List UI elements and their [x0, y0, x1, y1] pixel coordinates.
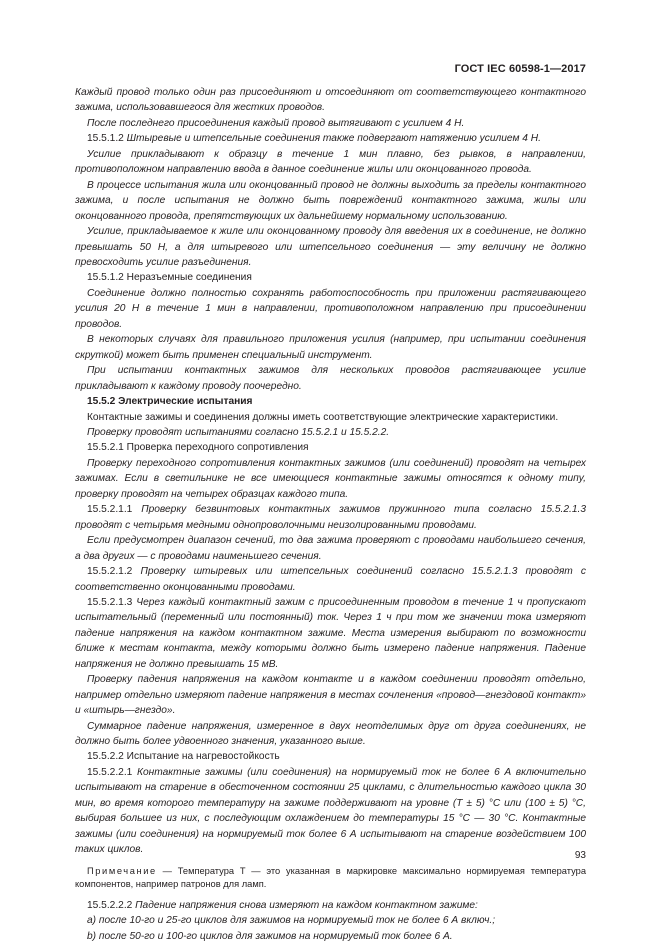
clause-heading: 15.5.2.1 Проверка переходного сопротивления — [87, 442, 309, 454]
paragraph: Проверку падения напряжения на каждом контакте и в каждом соединении проводят отдельно, например отдельно измеряют падение напряжения в местах сочленения «провод—гнездовой контакт» и «штырь—гнездо». — [75, 674, 586, 717]
page-body — [75, 85, 586, 944]
note — [75, 865, 586, 892]
clause-text: Контактные зажимы (или соединения) на нормируемый ток не более 6 А включительно испытывают на старение в обесточенном состоянии 25 циклами, с длительностью каждого цикла 30 мин, во время которого температуру на зажиме поддерживают на уровне (T ± 5) °С или (100 ± 5) °С, выбирая большее из них, с последующим охлаждением до температуры 15 °С — 30 °С. Контактные зажимы (или соединения) на нормируемый ток более 6 А испытывают на старение воздействием 100 таких циклов. — [75, 766, 586, 856]
note-label: Примечание — [87, 865, 157, 876]
paragraph: При испытании контактных зажимов для нескольких проводов растягивающее усилие прикладывают к каждому проводу поочередно. — [75, 365, 586, 392]
document-header: ГОСТ IEC 60598-1—2017 — [454, 63, 586, 75]
paragraph — [75, 898, 586, 913]
paragraph: Соединение должно полностью сохранять работоспособность при приложении растягивающего усилия 20 Н в течение 1 мин в направлении, противоположном направлению при присоединении проводов. — [75, 287, 586, 330]
clause-text: Падение напряжения снова измеряют на каждом контактном зажиме: — [135, 899, 478, 911]
list-item: b) после 50-го и 100-го циклов для зажимов на нормируемый ток более 6 А. — [87, 930, 453, 942]
clause-heading: 15.5.2.2 Испытание на нагревостойкость — [87, 751, 280, 763]
paragraph: Если предусмотрен диапазон сечений, то два зажима проверяют с проводами наибольшего сечения, а два других — с проводами наименьшего сечения. — [75, 535, 586, 562]
clause-text: Штыревые и штепсельные соединения также подвергают натяжению усилием 4 Н. — [126, 133, 541, 145]
paragraph: Проверку проводят испытаниями согласно 15.5.2.1 и 15.5.2.2. — [87, 426, 390, 438]
paragraph: Усилие прикладывают к образцу в течение 1 мин плавно, без рывков, в направлении, противоположном направлению ввода в данное соединение жилы или оконцованного провода. — [75, 148, 586, 176]
clause-number: 15.5.2.1.1 — [87, 504, 142, 516]
paragraph — [75, 502, 586, 533]
paragraph: В некоторых случаях для правильного приложения усилия (например, при испытании соединения скруткой) может быть применен специальный инструмент. — [75, 334, 586, 361]
clause-number: 15.5.2.2.1 — [87, 766, 137, 778]
page-number: 93 — [574, 850, 586, 861]
paragraph — [75, 131, 586, 146]
clause-number: 15.5.2.2.2 — [87, 899, 136, 911]
note-text: — Температура T — это указанная в маркировке максимально нормируемая температура компонентов, например патронов для ламп. — [75, 865, 586, 890]
paragraph: Контактные зажимы и соединения должны иметь соответствующие электрические характеристики. — [87, 411, 559, 423]
paragraph: Каждый провод только один раз присоединяют и отсоединяют от соответствующего контактного зажима, использовавшегося для жестких проводов. — [75, 87, 586, 114]
clause-text: Проверку штыревых или штепсельных соединений согласно 15.5.2.1.3 проводят с соответственно оконцованными проводами. — [75, 566, 586, 593]
clause-number: 15.5.1.2 — [87, 133, 127, 145]
paragraph: Усилие, прикладываемое к жиле или оконцованному проводу для введения их в соединение, не должно превышать 50 Н, а для штыревого или штепсельного соединения — эту величину не должно превосходить усилие разъединения. — [75, 226, 586, 268]
clause-number: 15.5.2.1.3 — [87, 596, 137, 608]
clause-number: 15.5.2.1.2 — [87, 566, 141, 578]
paragraph — [75, 765, 586, 858]
paragraph: Суммарное падение напряжения, измеренное в двух неотделимых друг от друга соединениях, не должно быть более удвоенного значения, указанного выше. — [75, 720, 586, 748]
paragraph: В процессе испытания жила или оконцованный провод не должны выходить за пределы контактного зажима, и после испытания не должно быть повреждений контактного зажима, жилы или оконцованного провода, препятствующих их дальнейшему нормальному использованию. — [75, 179, 586, 222]
list-item: а) после 10-го и 25-го циклов для зажимов на нормируемый ток не более 6 А включ.; — [87, 915, 496, 927]
clause-text: Проверку безвинтовых контактных зажимов пружинного типа согласно 15.5.2.1.3 проводят с четырьмя медными однопроволочными неизолированными проводами. — [75, 504, 586, 531]
section-heading: 15.5.2 Электрические испытания — [87, 396, 253, 408]
paragraph: После последнего присоединения каждый провод вытягивают с усилием 4 Н. — [87, 117, 465, 129]
clause-text: Через каждый контактный зажим с присоединенным проводом в течение 1 ч пропускают испытательный (переменный или постоянный) ток. Через 1 ч при том же значении тока измеряют падение напряжения на каждом контактном зажиме. Места измерения выбирают по возможности ближе к местам контакта, между которыми должно быть измерено падение напряжения. Падение напряжения не должно превышать 15 мВ. — [75, 596, 586, 670]
paragraph — [75, 564, 586, 595]
paragraph — [75, 595, 586, 672]
clause-heading: 15.5.1.2 Неразъемные соединения — [87, 272, 252, 284]
paragraph: Проверку переходного сопротивления контактных зажимов (или соединений) проводят на четырех зажимах. Если в светильнике не все имеющиеся контактные зажимы относятся к одному типу, проверку проводят на четырех образцах каждого типа. — [75, 457, 586, 500]
